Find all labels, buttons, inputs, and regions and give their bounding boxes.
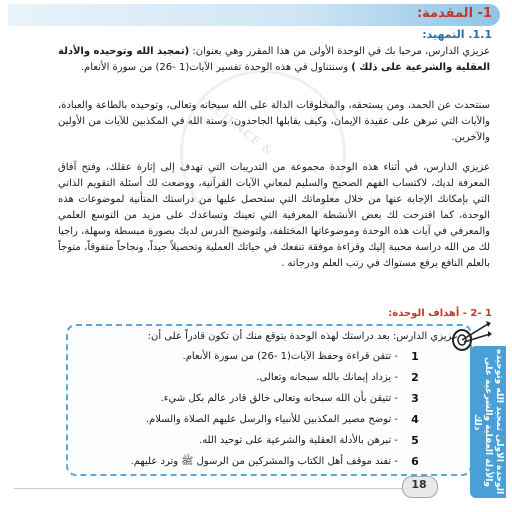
intro-p1-lead: عزيزي الدارس، مرحبا بك في الوحدة الأولى من هذا المقرر وهي بعنوان: <box>189 46 490 57</box>
unit-title-phrase: (تمجيد الله وتوحيده والأدلة العقلية والشرعية على ذلك ) <box>58 46 490 73</box>
objective-text: - تبرهن بالأدلة العقلية والشرعية على توحيد الله. <box>199 435 398 446</box>
unit-side-tab-label: الوحدة الأولى تمجيد الله وتوحيده والأدلة العقلية والشرعية على ذلك <box>472 349 504 495</box>
objective-item <box>92 409 422 430</box>
section-title: 1- المقدمة: <box>416 6 492 21</box>
intro-p1-rest: وسنتناول في هذه الوحدة تفسير الآيات(1 -26) من سورة الأنعام. <box>80 62 352 73</box>
objective-item <box>92 430 422 451</box>
intro-paragraph-2: سنتحدث عن الحمد، ومن يستحقه، والمخلوقات الدالة على الله سبحانه وتعالى، وتوحيده بالطاعة والعبادة، والآيات التي تبرهن على عقيدة الإيمان، وكيف يقابلها الجاحدون، وسنة الله في المكذبين للآيات من الأولين والآخرين. <box>58 100 490 143</box>
objective-number: 4 <box>411 413 419 426</box>
goals-title: 1 -2 - أهداف الوحدة: <box>388 308 492 319</box>
objective-text: - تفند موقف أهل الكتاب والمشركين من الرسول ﷺ وترد عليهم. <box>130 455 398 467</box>
objective-text: - تتقن قراءة وحفظ الآيات(1 -26) من سورة الأنعام. <box>182 351 398 362</box>
objective-item <box>92 346 422 367</box>
intro-paragraph-1 <box>58 44 490 76</box>
objective-text: - تتيقن بأن الله سبحانه وتعالى خالق قادر عالم بكل شيء. <box>160 393 398 404</box>
objective-item <box>92 388 422 409</box>
watermark-text: SCIENCE & <box>204 98 276 159</box>
objective-item <box>92 451 422 472</box>
objective-number: 6 <box>411 455 419 468</box>
objective-number: 1 <box>411 350 419 363</box>
objective-item <box>92 367 422 388</box>
objective-number: 3 <box>411 392 419 405</box>
objectives-list <box>92 346 422 472</box>
objective-number: 2 <box>411 371 419 384</box>
objectives-intro: عزيزي الدارس: بعد دراستك لهذه الوحدة يتوقع منك أن تكون قادراً على أن: <box>147 331 458 342</box>
sub-title: 1.1. التمهيد: <box>422 28 492 41</box>
objective-text: - يزداد إيمانك بالله سبحانه وتعالى. <box>256 372 398 383</box>
objective-text: - توضح مصير المكذبين للأنبياء والرسل عليهم الصلاة والسلام. <box>145 414 398 425</box>
intro-paragraph-3: عزيزي الدارس، في أثناء هذه الوحدة مجموعة من التدريبات التي تهدف إلى إثارة عقلك، وفتح آفاق المعرفة لديك، لاكتساب الفهم الصحيح والسليم لمعاني الآيات القرآنية، ووضعت لك أسئلة التقويم الذاتي التي بإمكانك الإجابة عنها من خلال معلوماتك التي ستحصل عليها من دراستك المتأنية لموضوعات هذه الوحدة، كما اقترحت لك بعض الأنشطة المعرفية التي تعينك وتساعدك على مزيد من التوسع العلمي والمعرفي في آيات هذه الوحدة وموضوعاتها المختلفة، ولتوضيح الدرس لديك بصورة مبسطة وسهلة، راجيا لك من الله دراسة محببة إليك وقراءة موفقة تنفعك في حياتك العملية وتحصيلاً جيداً، ونجاحاً متفوقاً، متوجاً بالعلم النافع يرفع مستواك في رتب العلم ودرجاته . <box>58 162 490 269</box>
footer-rule <box>14 488 432 489</box>
page-number: 18 <box>411 478 427 491</box>
objective-number: 5 <box>411 434 419 447</box>
